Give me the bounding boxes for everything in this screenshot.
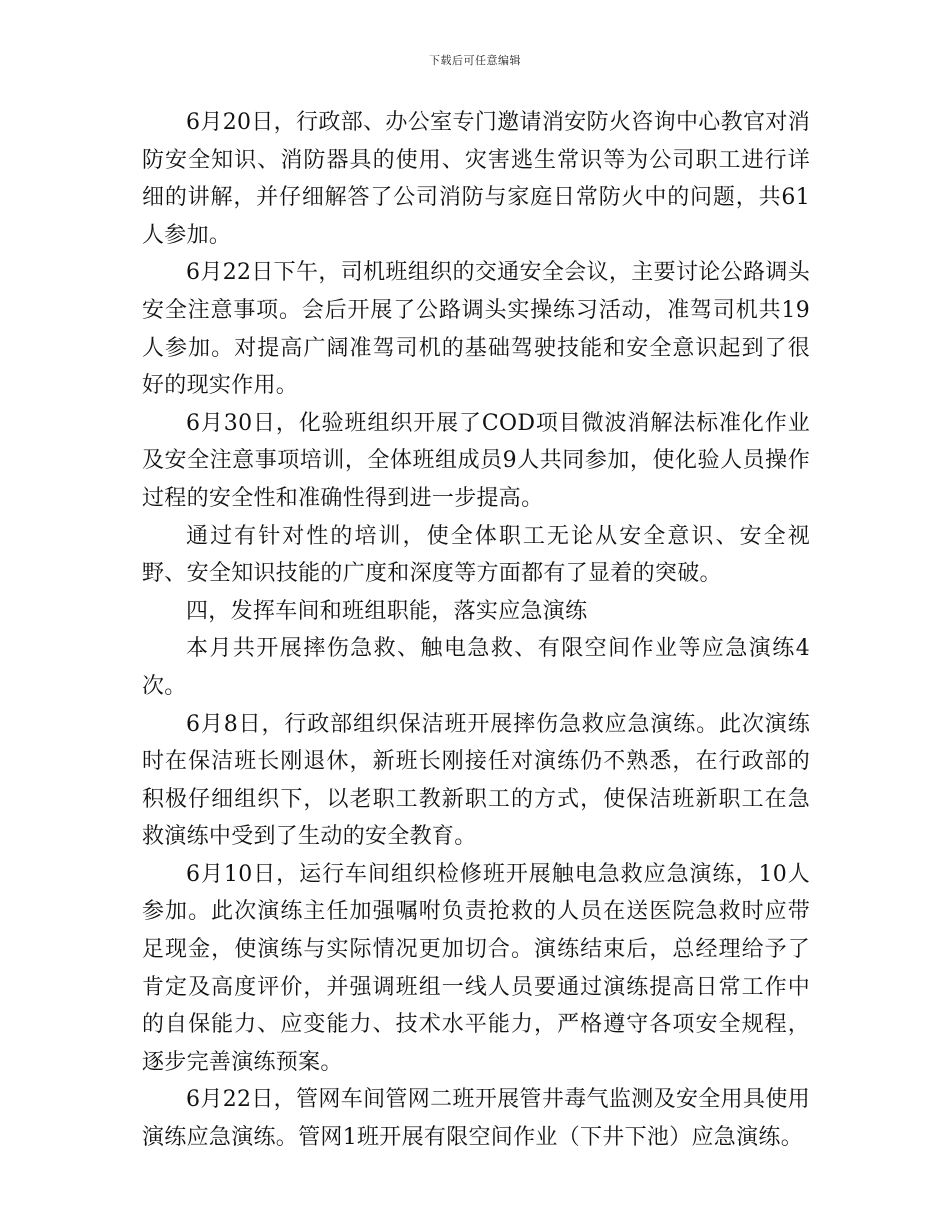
paragraph-pipe-network-drill: 6月22日，管网车间管网二班开展管井毒气监测及安全用具使用演练应急演练。管网1班开展有限空间作业（下井下池）应急演练。 [142, 1087, 810, 1151]
paragraph-cleaning-drill: 6月8日，行政部组织保洁班开展摔伤急救应急演练。此次演练时在保洁班长刚退休，新班长刚接任对演练仍不熟悉，在行政部的积极仔细组织下，以老职工教新职工的方式，使保洁班新职工在急救演练中受到了生动的安全教育。 [142, 711, 810, 850]
document-body [142, 104, 810, 1157]
paragraph-fire-safety-training: 6月20日，行政部、办公室专门邀请消安防火咨询中心教官对消防安全知识、消防器具的使用、灾害逃生常识等为公司职工进行详细的讲解，并仔细解答了公司消防与家庭日常防火中的问题，共61人参加。 [142, 110, 810, 248]
paragraph-training-summary: 通过有针对性的培训，使全体职工无论从安全意识、安全视野、安全知识技能的广度和深度等方面都有了显着的突破。 [142, 523, 810, 587]
section-heading-emergency-drills: 四，发挥车间和班组职能，落实应急演练 [186, 598, 588, 624]
paragraph-lab-cod-training: 6月30日，化验班组织开展了COD项目微波消解法标准化作业及安全注意事项培训，全体班组成员9人共同参加，使化验人员操作过程的安全性和准确性得到进一步提高。 [142, 410, 810, 511]
page-header-note: 下载后可任意编辑 [429, 54, 521, 67]
paragraph-drill-overview: 本月共开展摔伤急救、触电急救、有限空间作业等应急演练4次。 [142, 636, 810, 699]
paragraph-traffic-safety-meeting: 6月22日下午，司机班组织的交通安全会议，主要讨论公路调头安全注意事项。会后开展了公路调头实操练习活动，准驾司机共19人参加。对提高广阔准驾司机的基础驾驶技能和安全意识起到了很好的现实作用。 [142, 260, 810, 399]
paragraph-electric-shock-drill: 6月10日，运行车间组织检修班开展触电急救应急演练，10人参加。此次演练主任加强嘱咐负责抢救的人员在送医院急救时应带足现金，使演练与实际情况更加切合。演练结束后，总经理给予了肯定及高度评价，并强调班组一线人员要通过演练提高日常工作中的自保能力、应变能力、技术水平能力，严格遵守各项安全规程，逐步完善演练预案。 [142, 861, 810, 1075]
